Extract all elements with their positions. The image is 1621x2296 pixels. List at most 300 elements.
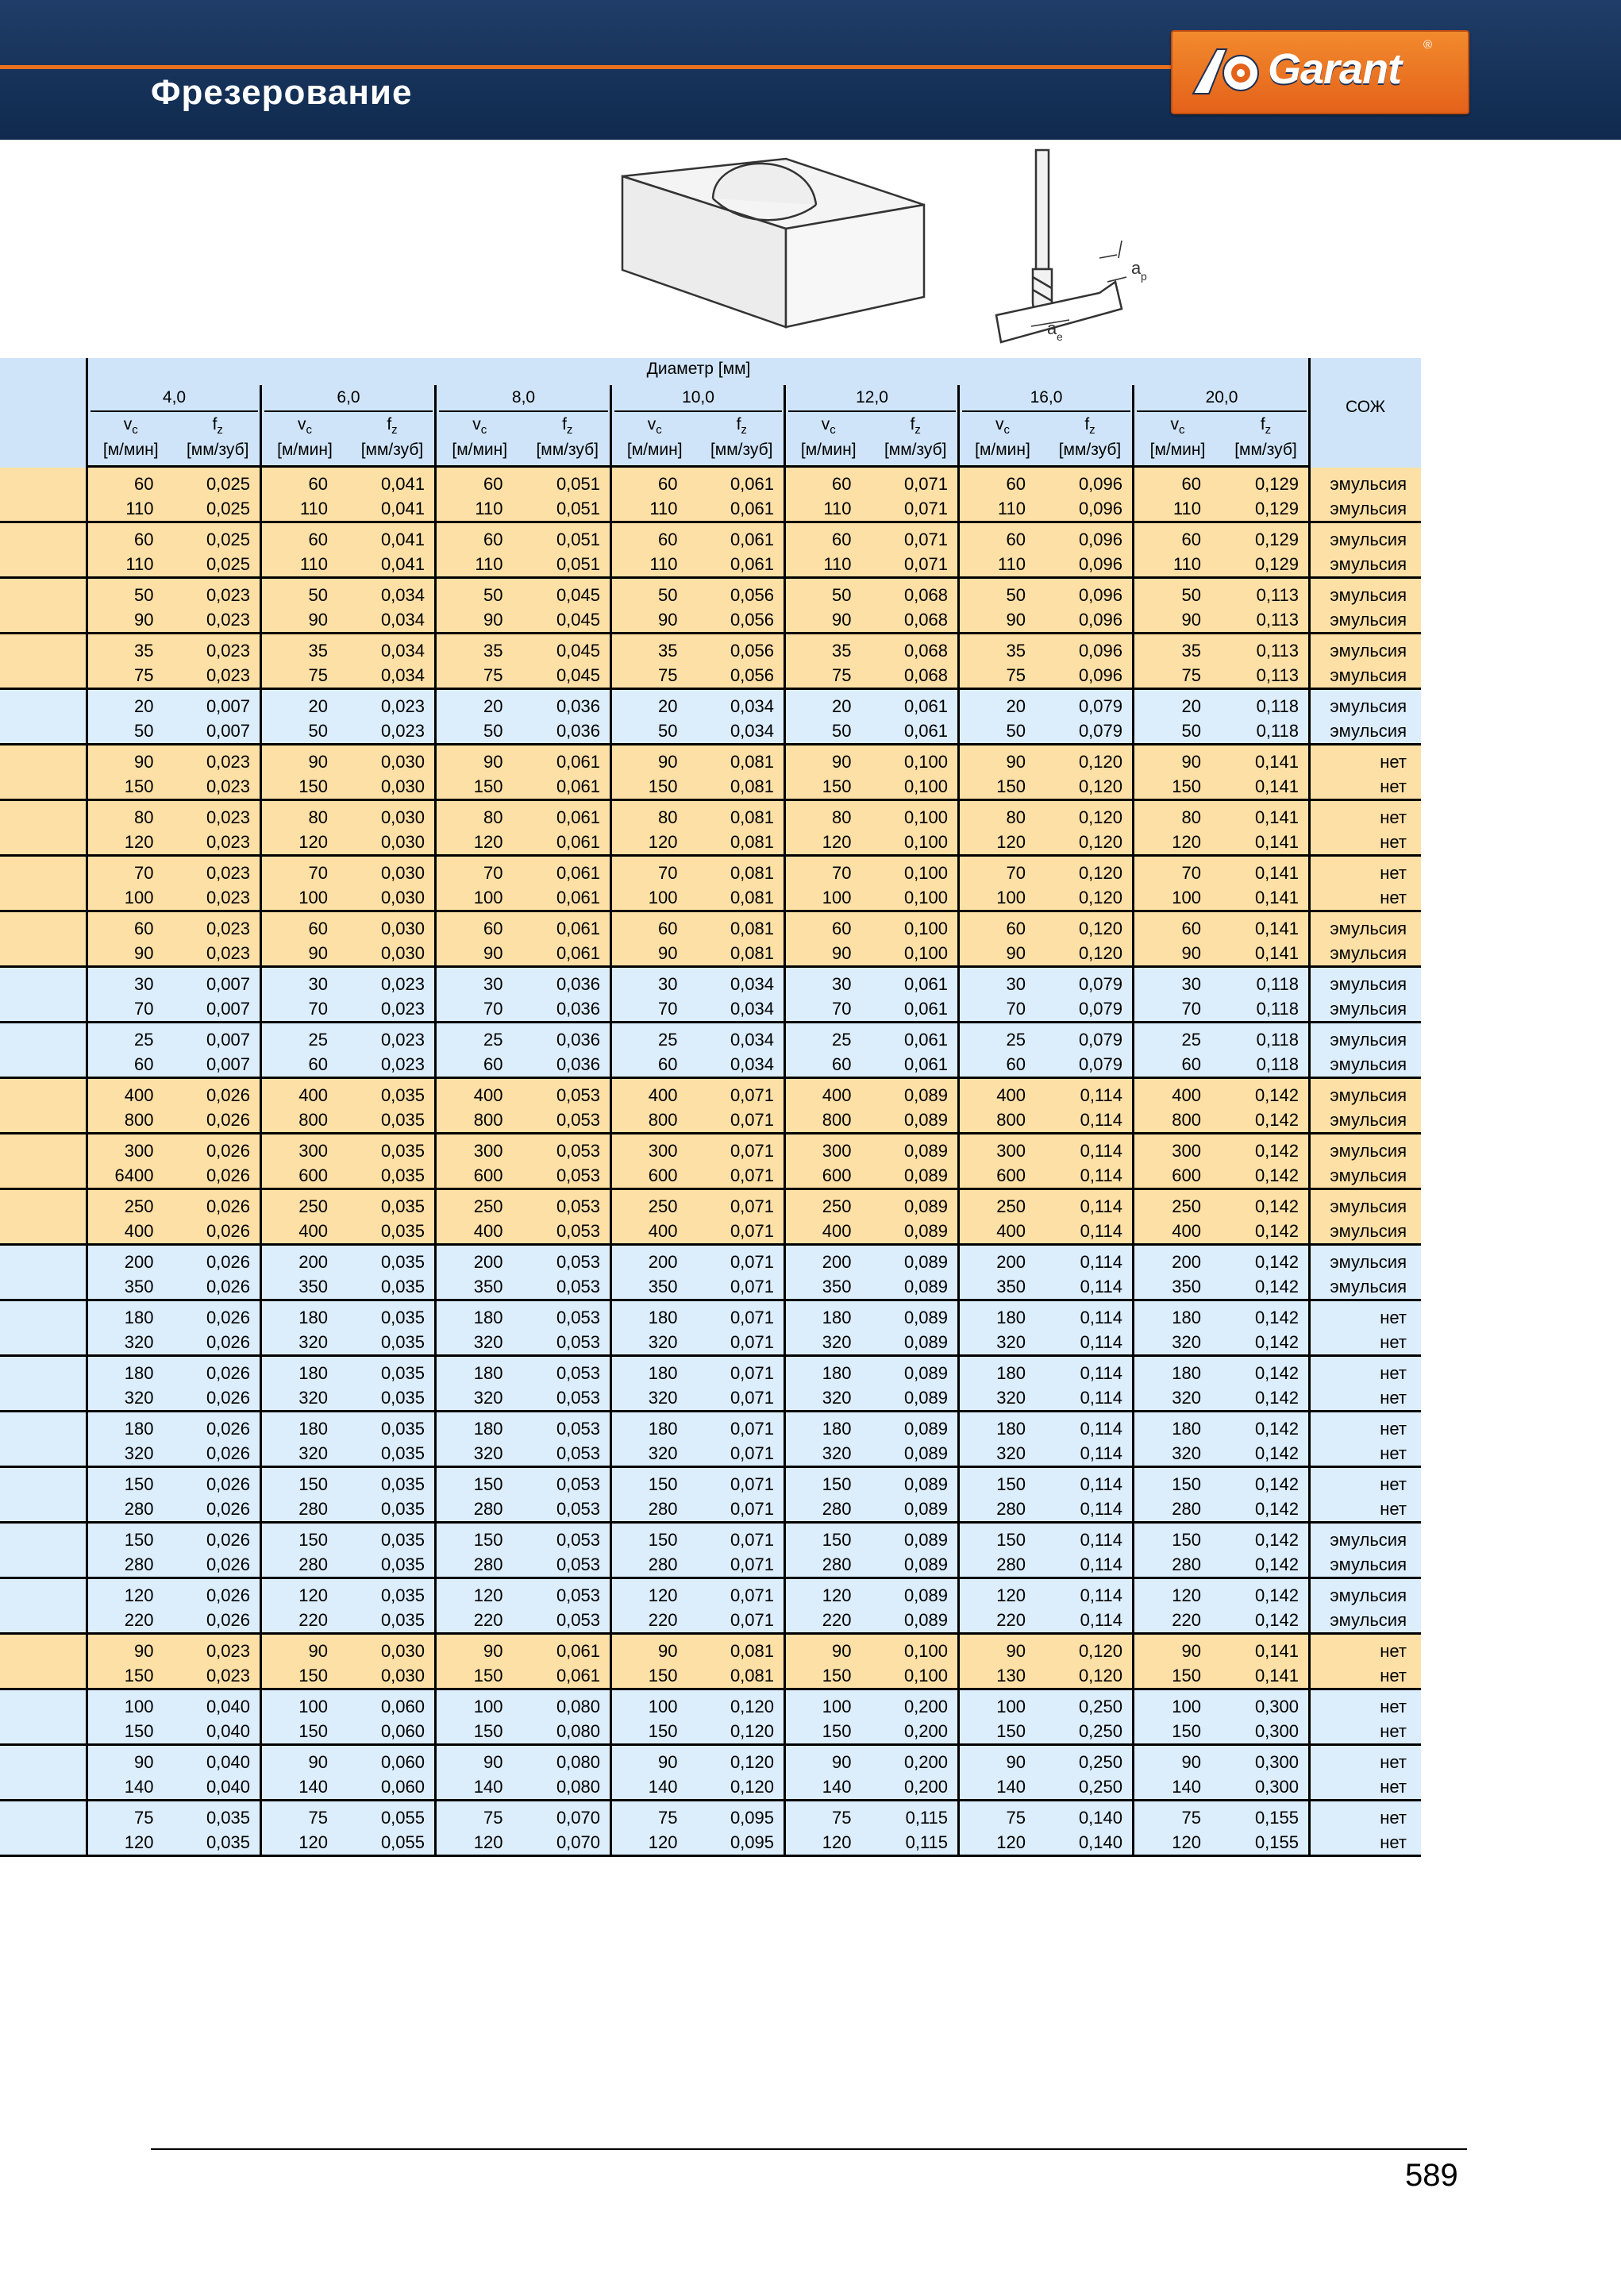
coolant-value: эмульсия [1330, 721, 1407, 741]
fz-symbol [1222, 415, 1310, 437]
fz-value: 0,071 [730, 1332, 774, 1352]
vc-value: 180 [648, 1419, 678, 1439]
vc-value: 200 [473, 1252, 503, 1272]
fz-symbol-letter: f [212, 415, 218, 433]
fz-value: 0,053 [556, 1474, 600, 1494]
vc-value: 70 [483, 999, 503, 1019]
fz-value: 0,023 [206, 752, 250, 772]
fz-value: 0,120 [1078, 1641, 1122, 1661]
coolant-value: нет [1380, 1832, 1407, 1852]
vc-value: 180 [822, 1308, 852, 1327]
vc-value: 60 [1006, 474, 1026, 494]
vc-value: 50 [308, 721, 328, 741]
vc-value: 180 [822, 1363, 852, 1383]
vc-value: 90 [1006, 1641, 1026, 1661]
fz-value: 0,071 [730, 1610, 774, 1630]
fz-unit: [мм/зуб] [710, 441, 773, 459]
fz-value: 0,051 [556, 554, 600, 574]
table-row [0, 1135, 1421, 1190]
fz-value: 0,300 [1254, 1752, 1299, 1772]
fz-value: 0,007 [206, 696, 250, 716]
vc-symbol [785, 415, 872, 437]
column-divider [957, 385, 960, 468]
vc-value: 120 [822, 1832, 852, 1852]
vc-value: 600 [1172, 1165, 1201, 1185]
fz-value: 0,100 [903, 943, 948, 963]
vc-symbol-letter: v [1170, 415, 1179, 433]
coolant-value: эмульсия [1330, 919, 1407, 938]
fz-value: 0,142 [1254, 1110, 1299, 1130]
vc-value: 150 [648, 1721, 678, 1741]
fz-value: 0,040 [206, 1777, 250, 1797]
fz-value: 0,120 [1078, 832, 1122, 852]
vc-value: 200 [648, 1252, 678, 1272]
fz-value: 0,096 [1078, 665, 1122, 685]
vc-value: 90 [1181, 610, 1201, 630]
vc-value: 180 [473, 1419, 503, 1439]
fz-value: 0,034 [730, 1054, 774, 1074]
vc-value: 50 [483, 585, 503, 605]
vc-value: 400 [1172, 1085, 1201, 1105]
vc-value: 100 [822, 1697, 852, 1716]
fz-value: 0,045 [556, 665, 600, 685]
vc-value: 150 [1172, 776, 1201, 796]
diameter-label: 8,0 [511, 388, 536, 406]
fz-value: 0,034 [380, 665, 425, 685]
fz-value: 0,089 [903, 1141, 948, 1161]
vc-unit: [м/мин] [975, 441, 1030, 459]
fz-value: 0,036 [556, 1030, 600, 1050]
fz-value: 0,089 [903, 1332, 948, 1352]
fz-value: 0,114 [1080, 1252, 1122, 1272]
fz-value: 0,071 [730, 1585, 774, 1605]
fz-value: 0,053 [556, 1499, 600, 1519]
vc-value: 110 [125, 499, 154, 518]
fz-value: 0,114 [1080, 1165, 1122, 1185]
fz-value: 0,140 [1078, 1832, 1122, 1852]
column-divider [1132, 385, 1134, 468]
fz-value: 0,041 [380, 530, 425, 549]
vc-value: 110 [997, 554, 1026, 574]
vc-value: 150 [996, 1530, 1026, 1550]
fz-value: 0,113 [1256, 665, 1299, 685]
fz-value: 0,061 [556, 919, 600, 938]
fz-value: 0,061 [903, 1054, 948, 1074]
vc-value: 50 [1181, 585, 1201, 605]
fz-value: 0,300 [1254, 1777, 1299, 1797]
fz-value: 0,035 [380, 1165, 425, 1185]
vc-value: 150 [124, 1721, 154, 1741]
fz-value: 0,023 [380, 721, 425, 741]
vc-value: 800 [996, 1110, 1026, 1130]
vc-value: 60 [832, 474, 852, 494]
table-row [0, 1301, 1421, 1357]
vc-value: 250 [996, 1196, 1026, 1216]
fz-value: 0,056 [730, 665, 774, 685]
fz-value: 0,200 [903, 1752, 948, 1772]
vc-value: 120 [298, 832, 328, 852]
vc-value: 50 [134, 585, 154, 605]
vc-value: 120 [124, 1832, 154, 1852]
fz-value: 0,142 [1254, 1252, 1299, 1272]
fz-value: 0,053 [556, 1308, 600, 1327]
vc-value: 320 [648, 1388, 678, 1408]
vc-value: 75 [134, 1808, 154, 1828]
table-row [0, 1801, 1421, 1857]
fz-value: 0,141 [1254, 807, 1299, 827]
vc-value: 300 [1172, 1141, 1201, 1161]
vc-value: 150 [996, 1721, 1026, 1741]
vc-value: 90 [483, 610, 503, 630]
vc-value: 20 [483, 696, 503, 716]
vc-unit: [м/мин] [277, 441, 333, 459]
fz-value: 0,142 [1254, 1277, 1299, 1296]
vc-value: 35 [483, 641, 503, 661]
fz-value: 0,053 [556, 1196, 600, 1216]
fz-value: 0,035 [380, 1474, 425, 1494]
vc-value: 200 [822, 1252, 852, 1272]
vc-value: 320 [996, 1388, 1026, 1408]
fz-value: 0,096 [1078, 554, 1122, 574]
fz-value: 0,114 [1080, 1363, 1122, 1383]
fz-value: 0,142 [1254, 1610, 1299, 1630]
vc-value: 110 [823, 554, 852, 574]
fz-value: 0,118 [1256, 974, 1299, 994]
fz-value: 0,035 [380, 1530, 425, 1550]
coolant-value: эмульсия [1330, 1196, 1407, 1216]
fz-value: 0,079 [1078, 1030, 1122, 1050]
fz-value: 0,120 [1078, 776, 1122, 796]
vc-value: 150 [298, 1721, 328, 1741]
coolant-value: эмульсия [1330, 999, 1407, 1019]
vc-value: 220 [996, 1610, 1026, 1630]
fz-value: 0,035 [206, 1832, 250, 1852]
fz-symbol-subscript: z [741, 423, 747, 437]
fz-value: 0,053 [556, 1554, 600, 1574]
vc-value: 180 [1172, 1308, 1201, 1327]
coolant-value: эмульсия [1330, 943, 1407, 963]
fz-value: 0,250 [1078, 1777, 1122, 1797]
fz-value: 0,089 [903, 1363, 948, 1383]
label-ap: a [1131, 258, 1142, 278]
vc-value: 90 [483, 1752, 503, 1772]
fz-value: 0,053 [556, 1110, 600, 1130]
fz-value: 0,025 [206, 554, 250, 574]
vc-value: 400 [298, 1221, 328, 1241]
fz-value: 0,142 [1254, 1308, 1299, 1327]
fz-value: 0,053 [556, 1610, 600, 1630]
diameter-label: 12,0 [856, 388, 888, 406]
fz-value: 0,114 [1080, 1585, 1122, 1605]
fz-value: 0,081 [730, 888, 774, 907]
fz-value: 0,007 [206, 1030, 250, 1050]
vc-value: 220 [298, 1610, 328, 1630]
vc-value: 60 [483, 530, 503, 549]
coolant-value: эмульсия [1330, 585, 1407, 605]
coolant-value: эмульсия [1330, 1085, 1407, 1105]
vc-value: 30 [1006, 974, 1026, 994]
vc-value: 150 [473, 1530, 503, 1550]
vc-symbol-subscript: c [480, 423, 487, 437]
vc-unit: [м/мин] [102, 441, 159, 459]
fz-value: 0,041 [380, 554, 425, 574]
vc-value: 180 [648, 1363, 678, 1383]
vc-value: 75 [832, 1808, 852, 1828]
vc-value: 280 [298, 1499, 328, 1519]
diameter-group-header: Диаметр [мм] [646, 360, 751, 378]
vc-value: 110 [1172, 554, 1201, 574]
vc-value: 25 [134, 1030, 154, 1050]
vc-value: 140 [298, 1777, 328, 1797]
vc-value: 150 [996, 1474, 1026, 1494]
fz-value: 0,141 [1254, 919, 1299, 938]
vc-value: 20 [308, 696, 328, 716]
fz-value: 0,026 [206, 1221, 250, 1241]
vc-value: 25 [308, 1030, 328, 1050]
vc-value: 90 [1181, 943, 1201, 963]
vc-value: 80 [658, 807, 678, 827]
coolant-value: эмульсия [1330, 974, 1407, 994]
fz-value: 0,061 [556, 1666, 600, 1685]
vc-value: 90 [832, 610, 852, 630]
fz-value: 0,300 [1254, 1697, 1299, 1716]
fz-value: 0,026 [206, 1388, 250, 1408]
vc-value: 100 [648, 888, 678, 907]
vc-value: 90 [134, 1752, 154, 1772]
fz-symbol-letter: f [562, 415, 567, 433]
vc-value: 75 [1181, 665, 1201, 685]
table-row [0, 1635, 1421, 1690]
vc-value: 280 [473, 1499, 503, 1519]
coolant-value: эмульсия [1330, 641, 1407, 661]
fz-value: 0,096 [1078, 499, 1122, 518]
vc-value: 320 [473, 1388, 503, 1408]
fz-value: 0,120 [1078, 888, 1122, 907]
fz-value: 0,071 [730, 1308, 774, 1327]
fz-value: 0,071 [730, 1363, 774, 1383]
vc-value: 30 [134, 974, 154, 994]
vc-symbol-subscript: c [1003, 423, 1010, 437]
vc-value: 60 [483, 1054, 503, 1074]
coolant-value: эмульсия [1330, 1141, 1407, 1161]
vc-value: 150 [298, 1474, 328, 1494]
fz-value: 0,095 [730, 1832, 774, 1852]
vc-value: 150 [124, 1666, 154, 1685]
fz-value: 0,250 [1078, 1697, 1122, 1716]
vc-value: 180 [996, 1419, 1026, 1439]
fz-value: 0,100 [903, 832, 948, 852]
fz-value: 0,100 [903, 919, 948, 938]
fz-value: 0,030 [380, 832, 425, 852]
fz-value: 0,023 [206, 610, 250, 630]
coolant-value: нет [1380, 776, 1407, 796]
vc-value: 280 [1172, 1554, 1201, 1574]
vc-value: 320 [473, 1443, 503, 1463]
vc-value: 180 [1172, 1419, 1201, 1439]
vc-value: 280 [648, 1554, 678, 1574]
fz-value: 0,142 [1254, 1388, 1299, 1408]
vc-value: 60 [1181, 474, 1201, 494]
fz-value: 0,068 [903, 665, 948, 685]
vc-value: 75 [1181, 1808, 1201, 1828]
vc-value: 30 [308, 974, 328, 994]
fz-value: 0,026 [206, 1252, 250, 1272]
coolant-value: эмульсия [1330, 1585, 1407, 1605]
fz-symbol-letter: f [910, 415, 915, 433]
vc-value: 90 [658, 943, 678, 963]
vc-value: 70 [832, 863, 852, 883]
fz-value: 0,061 [556, 776, 600, 796]
fz-value: 0,034 [730, 721, 774, 741]
vc-value: 150 [298, 776, 328, 796]
fz-value: 0,071 [730, 1110, 774, 1130]
coolant-value: эмульсия [1330, 1610, 1407, 1630]
fz-value: 0,081 [730, 752, 774, 772]
vc-value: 110 [299, 554, 328, 574]
coolant-value: нет [1380, 1419, 1407, 1439]
fz-value: 0,089 [903, 1610, 948, 1630]
fz-value: 0,120 [1078, 919, 1122, 938]
diameter-label: 10,0 [682, 388, 714, 406]
fz-value: 0,026 [206, 1585, 250, 1605]
fz-value: 0,053 [556, 1085, 600, 1105]
fz-value: 0,100 [903, 1641, 948, 1661]
table-row [0, 690, 1421, 745]
fz-value: 0,200 [903, 1697, 948, 1716]
fz-value: 0,100 [903, 807, 948, 827]
fz-value: 0,089 [903, 1221, 948, 1241]
fz-value: 0,079 [1078, 696, 1122, 716]
fz-value: 0,061 [556, 807, 600, 827]
vc-value: 80 [1006, 807, 1026, 827]
fz-value: 0,036 [556, 974, 600, 994]
vc-value: 80 [308, 807, 328, 827]
coolant-value: эмульсия [1330, 530, 1407, 549]
coolant-value: эмульсия [1330, 554, 1407, 574]
table-row [0, 801, 1421, 857]
vc-value: 800 [1172, 1110, 1201, 1130]
fz-value: 0,023 [206, 585, 250, 605]
fz-value: 0,035 [206, 1808, 250, 1828]
vc-value: 300 [473, 1141, 503, 1161]
cutting-data-table [0, 358, 1421, 1857]
vc-value: 200 [996, 1252, 1026, 1272]
fz-value: 0,023 [380, 696, 425, 716]
vc-value: 60 [134, 1054, 154, 1074]
fz-value: 0,061 [730, 554, 774, 574]
fz-value: 0,051 [556, 530, 600, 549]
vc-value: 800 [124, 1110, 154, 1130]
coolant-value: эмульсия [1330, 1277, 1407, 1296]
vc-value: 90 [1006, 943, 1026, 963]
vc-value: 60 [134, 474, 154, 494]
vc-value: 90 [1181, 1752, 1201, 1772]
vc-symbol-letter: v [298, 415, 306, 433]
vc-value: 60 [308, 530, 328, 549]
coolant-value: нет [1380, 1332, 1407, 1352]
vc-value: 100 [473, 888, 503, 907]
fz-value: 0,068 [903, 641, 948, 661]
fz-value: 0,079 [1078, 974, 1122, 994]
fz-value: 0,141 [1254, 752, 1299, 772]
vc-value: 120 [996, 832, 1026, 852]
fz-value: 0,089 [903, 1252, 948, 1272]
coolant-value: нет [1380, 832, 1407, 852]
vc-value: 50 [658, 721, 678, 741]
vc-value: 75 [483, 665, 503, 685]
fz-value: 0,071 [730, 1419, 774, 1439]
vc-unit: [м/мин] [452, 441, 508, 459]
fz-value: 0,060 [380, 1752, 425, 1772]
fz-value: 0,023 [380, 1030, 425, 1050]
vc-value: 320 [1172, 1332, 1201, 1352]
fz-value: 0,089 [903, 1499, 948, 1519]
fz-value: 0,035 [380, 1277, 425, 1296]
fz-value: 0,114 [1080, 1221, 1122, 1241]
vc-value: 320 [298, 1332, 328, 1352]
footer-rule [151, 2148, 1467, 2150]
vc-value: 140 [648, 1777, 678, 1797]
vc-value: 150 [822, 776, 852, 796]
vc-value: 150 [1172, 1666, 1201, 1685]
fz-symbol [524, 415, 612, 437]
fz-value: 0,035 [380, 1141, 425, 1161]
vc-value: 60 [483, 474, 503, 494]
fz-value: 0,034 [730, 696, 774, 716]
vc-value: 90 [1006, 1752, 1026, 1772]
vc-value: 50 [483, 721, 503, 741]
fz-value: 0,120 [1078, 943, 1122, 963]
vc-value: 280 [298, 1554, 328, 1574]
vc-value: 220 [648, 1610, 678, 1630]
vc-value: 90 [658, 752, 678, 772]
column-divider [784, 385, 786, 468]
table-row [0, 1579, 1421, 1635]
fz-value: 0,089 [903, 1196, 948, 1216]
fz-value: 0,081 [730, 1641, 774, 1661]
vc-value: 140 [124, 1777, 154, 1797]
fz-value: 0,071 [730, 1221, 774, 1241]
vc-value: 60 [308, 919, 328, 938]
vc-value: 150 [822, 1721, 852, 1741]
vc-value: 250 [473, 1196, 503, 1216]
vc-value: 80 [1181, 807, 1201, 827]
fz-value: 0,035 [380, 1252, 425, 1272]
fz-value: 0,025 [206, 474, 250, 494]
fz-value: 0,026 [206, 1443, 250, 1463]
vc-value: 100 [822, 888, 852, 907]
fz-value: 0,081 [730, 807, 774, 827]
fz-value: 0,120 [730, 1777, 774, 1797]
vc-value: 90 [134, 752, 154, 772]
vc-value: 90 [308, 752, 328, 772]
fz-value: 0,089 [903, 1165, 948, 1185]
diameter-label: 16,0 [1030, 388, 1063, 406]
fz-value: 0,023 [206, 888, 250, 907]
vc-value: 150 [298, 1666, 328, 1685]
vc-value: 100 [298, 888, 328, 907]
vc-value: 75 [1006, 665, 1026, 685]
fz-value: 0,118 [1256, 999, 1299, 1019]
vc-value: 400 [124, 1221, 154, 1241]
fz-value: 0,053 [556, 1419, 600, 1439]
vc-symbol [87, 415, 175, 437]
table-row [0, 912, 1421, 968]
fz-value: 0,114 [1080, 1196, 1122, 1216]
vc-value: 130 [996, 1666, 1026, 1685]
vc-value: 60 [658, 474, 678, 494]
vc-value: 25 [832, 1030, 852, 1050]
